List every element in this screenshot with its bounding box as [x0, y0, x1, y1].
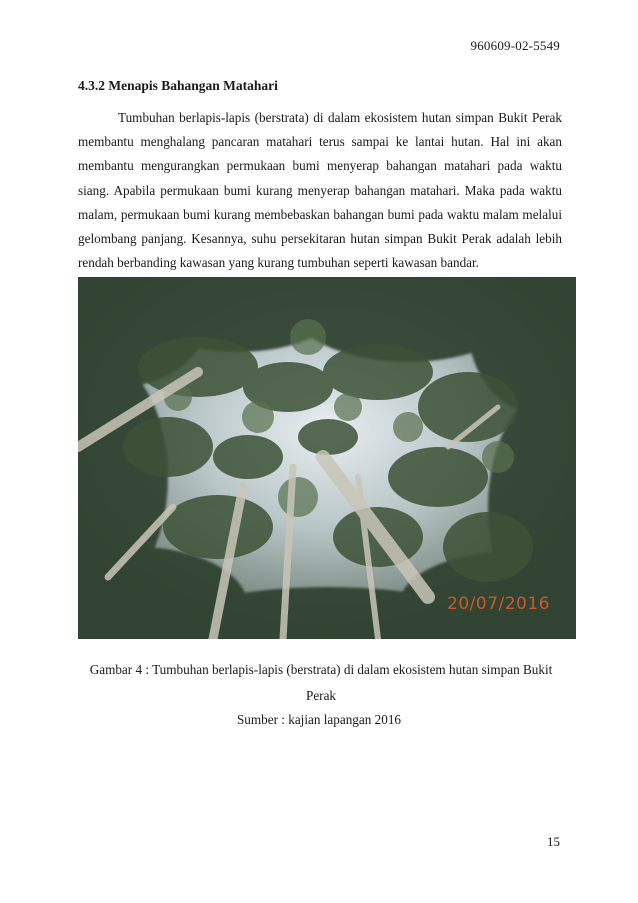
figure-source: Sumber : kajian lapangan 2016: [236, 712, 402, 727]
section-heading: 4.3.2 Menapis Bahangan Matahari: [78, 78, 278, 93]
page-number: 15: [547, 834, 560, 849]
document-id: 960609-02-5549: [470, 38, 560, 53]
photo-date-stamp: 20/07/2016: [447, 594, 550, 614]
figure-caption: Gambar 4 : Tumbuhan berlapis-lapis (berstrata) di dalam ekosistem hutan simpan Bukit Perak: [89, 662, 553, 703]
body-paragraph: Tumbuhan berlapis-lapis (berstrata) di dalam ekosistem hutan simpan Bukit Perak membantu menghalang pancaran matahari terus sampai ke lantai hutan. Hal ini akan membantu mengurangkan permukaan bumi menyerap bahangan matahari pada waktu siang. Apabila permukaan bumi kurang menyerap bahangan matahari. Maka pada waktu malam, permukaan bumi kurang membebaskan bahangan bumi pada waktu malam melalui gelombang panjang. Kesannya, suhu persekitaran hutan simpan Bukit Perak adalah lebih rendah berbanding kawasan yang kurang tumbuhan seperti kawasan bandar.: [78, 110, 562, 271]
canopy-illustration: [78, 277, 576, 639]
forest-canopy-photo: [78, 277, 576, 639]
